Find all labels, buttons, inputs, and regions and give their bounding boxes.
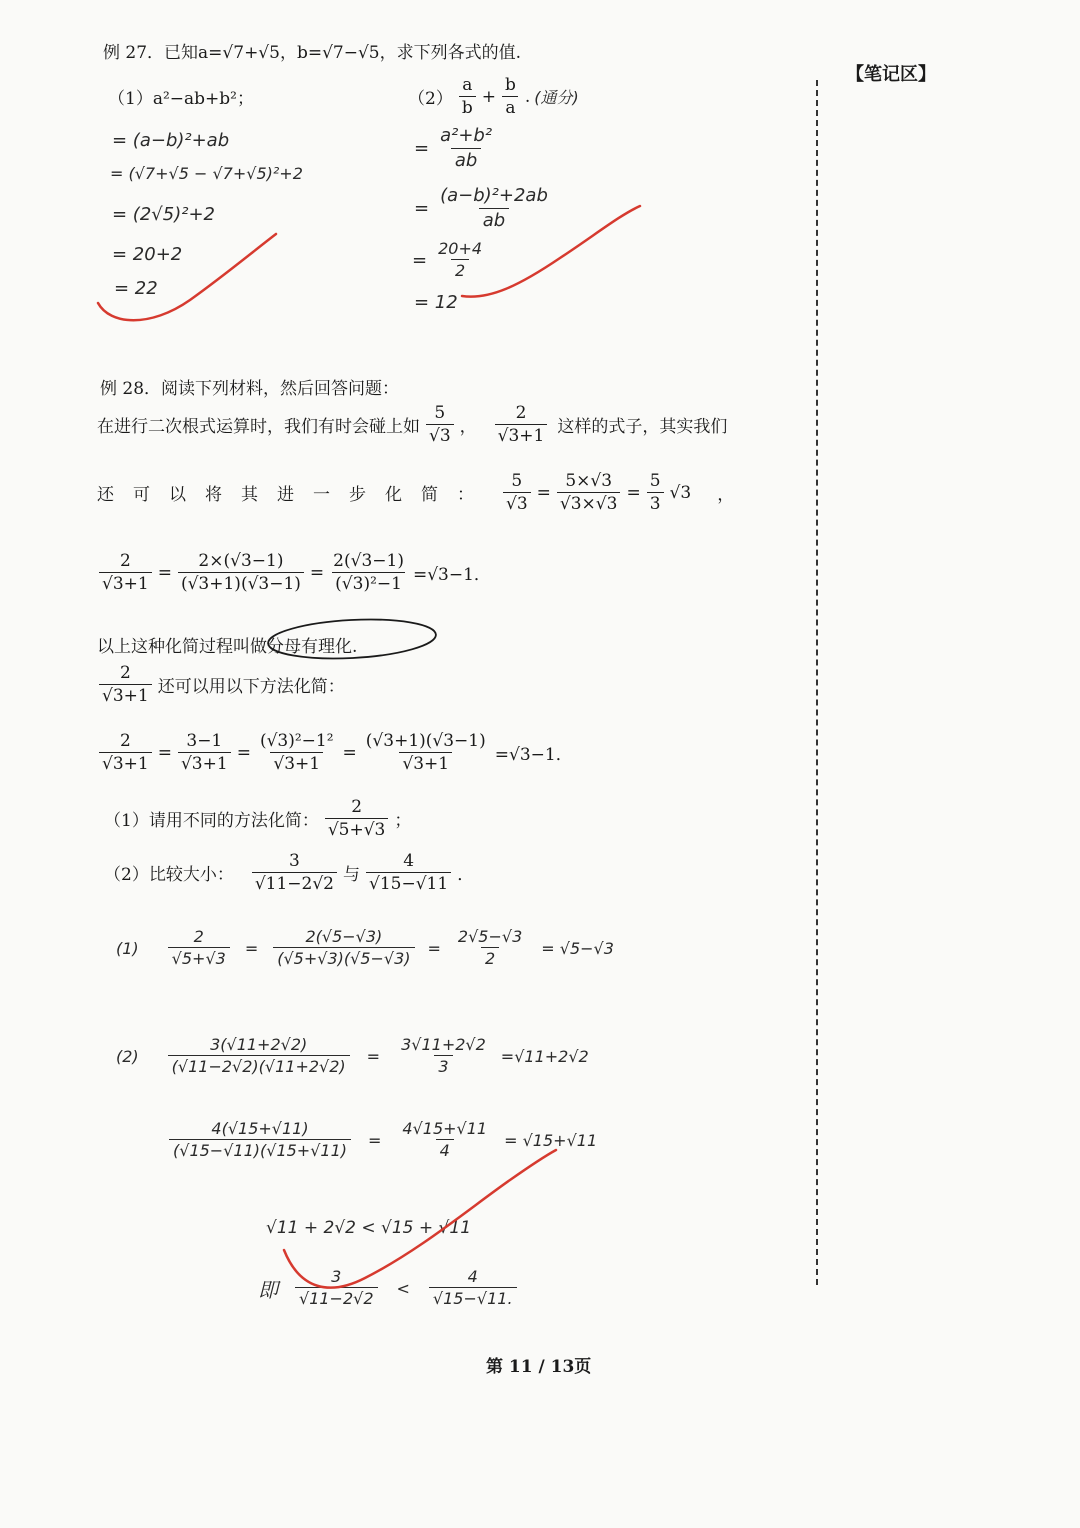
- frac-den: √3: [503, 492, 531, 514]
- frac-num: 2: [193, 927, 204, 946]
- frac-num: 3: [331, 1267, 342, 1286]
- ex28-q1-text: （1）请用不同的方法化简：: [104, 811, 319, 832]
- equals-sign: =: [412, 249, 428, 271]
- frac-num: b: [504, 75, 516, 95]
- equals-sign: =: [368, 1130, 382, 1150]
- line2-tail: √3: [669, 482, 692, 503]
- answer-2-label: (2): [116, 1046, 139, 1066]
- ex27-title: 例 27．已知a=√7+√5，b=√7−√5，求下列各式的值.: [103, 43, 522, 63]
- comma: ，: [459, 417, 477, 438]
- work1-line-2: = (√7+√5 − √7+√5)²+2: [110, 164, 303, 183]
- frac-num: 5: [511, 471, 523, 491]
- alt-text: 还可以用以下方法化简：: [157, 677, 345, 698]
- frac-num: (a−b)²+2ab: [440, 185, 548, 206]
- ex28-title: 例 28．阅读下列材料，然后回答问题：: [100, 379, 400, 399]
- compare-line: √11 + 2√2 < √15 + √11: [266, 1218, 472, 1238]
- equals-sign: =: [236, 742, 251, 763]
- check-mark-3: [284, 1150, 556, 1288]
- frac-num: (√3+1)(√3−1): [365, 731, 486, 751]
- frac-num: 5: [649, 471, 661, 491]
- equals-sign: =: [342, 742, 357, 763]
- work1-line-1: = (a−b)²+ab: [112, 130, 230, 151]
- equals-sign: =: [414, 138, 430, 160]
- frac-num: a²+b²: [440, 125, 493, 146]
- page-footer: 第 11 / 13页: [486, 1357, 592, 1377]
- work1-line-4: = 20+2: [112, 244, 183, 265]
- frac-den: b: [459, 96, 476, 118]
- less-than: <: [396, 1278, 410, 1298]
- frac-num: 2: [119, 663, 131, 683]
- frac-den: √5+√3: [325, 818, 389, 840]
- frac-den: (√3+1)(√3−1): [178, 572, 304, 594]
- ex28-q2-text: （2）比较大小：: [104, 865, 234, 886]
- frac-num: 3: [289, 851, 300, 871]
- ex27-q2-label: （2）: [408, 89, 453, 110]
- frac-den: 4: [436, 1139, 454, 1160]
- ex27-q1-label: （1）a²−ab+b²；: [108, 89, 254, 109]
- frac-num: 3√11+2√2: [401, 1035, 486, 1054]
- answer-1-label: (1): [116, 938, 139, 958]
- frac-num: 5: [434, 403, 446, 423]
- frac-den: (√3)²−1: [332, 572, 405, 594]
- frac-den: √11−2√2: [252, 872, 337, 894]
- answer-3-tail: = √15+√11: [504, 1130, 598, 1150]
- comma: ，: [717, 485, 735, 506]
- frac-den: √5+√3: [168, 947, 230, 968]
- ex28-q2-mid: 与: [343, 865, 361, 886]
- equals-sign: =: [157, 742, 172, 763]
- frac-den: √11−2√2: [295, 1287, 378, 1308]
- frac-den: √3+1: [178, 752, 231, 774]
- frac-num: 2(√3−1): [333, 551, 404, 571]
- work2-line-4: = 12: [414, 292, 458, 313]
- notes-label: 【笔记区】: [846, 64, 936, 85]
- frac-den: √3+1: [99, 684, 152, 706]
- check-mark-2: [462, 206, 640, 297]
- line3-tail: =√3−1．: [412, 565, 491, 586]
- frac-num: 2√5−√3: [457, 927, 523, 946]
- frac-den: √3: [426, 424, 454, 446]
- frac-den: √15−√11: [366, 872, 451, 894]
- frac-num: a: [462, 75, 473, 95]
- work1-line-3: = (2√5)²+2: [112, 204, 215, 225]
- frac-num: 2(√5−√3): [305, 927, 383, 946]
- equals-sign: =: [427, 938, 441, 958]
- frac-num: 2: [515, 403, 527, 423]
- period: .: [524, 86, 531, 107]
- frac-den: 3: [647, 492, 664, 514]
- line5-tail: =√3−1．: [494, 745, 573, 766]
- frac-den: √3+1: [270, 752, 323, 774]
- frac-num: 4(√15+√11): [211, 1119, 309, 1138]
- frac-num: 5×√3: [565, 471, 613, 491]
- frac-den: ab: [479, 208, 509, 232]
- ex28-intro-a: 在进行二次根式运算时，我们有时会碰上如: [97, 417, 420, 438]
- work1-line-5: = 22: [114, 278, 158, 299]
- equals-sign: =: [626, 482, 641, 503]
- frac-den: 3: [434, 1055, 452, 1076]
- frac-num: (√3)²−1²: [259, 731, 334, 751]
- equals-sign: =: [536, 482, 551, 503]
- frac-den: √3+1: [99, 752, 152, 774]
- oval-mark: [267, 616, 437, 663]
- frac-den: 2: [451, 259, 469, 280]
- frac-num: 3−1: [186, 731, 223, 751]
- frac-den: ab: [451, 148, 481, 172]
- ex28-intro-b: 这样的式子，其实我们: [557, 417, 728, 438]
- frac-den: √3×√3: [557, 492, 621, 514]
- semicolon: ；: [394, 811, 412, 832]
- frac-den: (√5+√3)(√5−√3): [273, 947, 414, 968]
- frac-den: √15−√11.: [429, 1287, 517, 1308]
- ex27-q2-note: (通分): [534, 88, 579, 108]
- frac-num: 2: [351, 797, 363, 817]
- frac-num: 4√15+√11: [402, 1119, 488, 1138]
- frac-den: (√11−2√2)(√11+2√2): [168, 1055, 350, 1076]
- frac-den: √3+1: [495, 424, 548, 446]
- frac-den: 2: [481, 947, 499, 968]
- frac-num: 3(√11+2√2): [210, 1035, 308, 1054]
- period: ．: [457, 865, 475, 886]
- answer-1-tail: = √5−√3: [541, 938, 614, 958]
- rationalize-text: 以上这种化简过程叫做分母有理化.: [97, 637, 358, 657]
- ex28-line2-text: 还可以将其进一步化简：: [97, 485, 493, 506]
- equals-sign: =: [157, 562, 172, 583]
- check-mark-1: [98, 234, 276, 320]
- equals-sign: =: [244, 938, 259, 958]
- equals-sign: =: [309, 562, 325, 583]
- answer-2-tail: =√11+2√2: [500, 1046, 589, 1066]
- equals-sign: =: [366, 1046, 381, 1066]
- frac-num: 2: [119, 731, 131, 751]
- frac-num: 2: [119, 551, 131, 571]
- frac-num: 4: [467, 1267, 478, 1286]
- frac-num: 4: [403, 851, 415, 871]
- frac-den: √3+1: [99, 572, 152, 594]
- equals-sign: =: [414, 198, 430, 220]
- plus-sign: +: [481, 86, 496, 107]
- frac-num: 20+4: [438, 239, 483, 258]
- frac-den: a: [502, 96, 518, 118]
- frac-den: (√15−√11)(√15+√11): [169, 1139, 351, 1160]
- frac-den: √3+1: [399, 752, 452, 774]
- frac-num: 2×(√3−1): [198, 551, 284, 571]
- ji-label: 即: [258, 1277, 278, 1302]
